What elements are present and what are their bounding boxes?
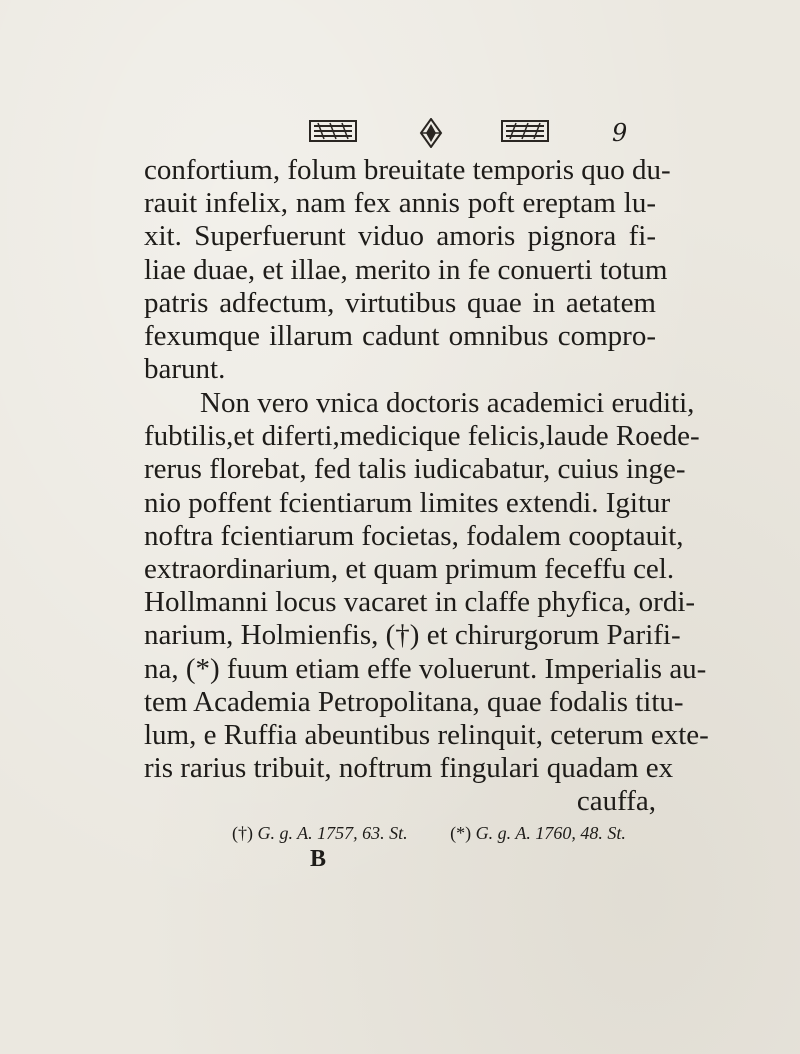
footnote-1 xyxy=(232,823,408,844)
text-line: patris adfectum, virtutibus quae in aetatem xyxy=(144,286,656,319)
text-line: tem Academia Petropolitana, quae fodalis titu- xyxy=(144,685,684,718)
text-line: Non vero vnica doctoris academici eruditi, xyxy=(200,387,695,419)
text-line: rauit infelix, nam fex annis poft ereptam lu- xyxy=(144,187,656,220)
footnote-2 xyxy=(450,823,626,844)
text-line: fexumque illarum cadunt omnibus compro- xyxy=(144,319,656,352)
footnotes xyxy=(232,823,664,844)
text-line: extraordinarium, et quam primum feceffu cel. xyxy=(144,552,675,585)
diamond-fleuron-icon xyxy=(419,118,443,148)
text-line: xit. Superfuerunt viduo amoris pignora fi- xyxy=(144,220,656,253)
signature-mark: B xyxy=(310,846,327,872)
footnote-mark: (*) xyxy=(450,823,472,843)
ornate-rule-left-icon xyxy=(308,118,358,144)
text-line: ris rarius tribuit, noftrum fingulari quadam ex xyxy=(144,752,674,785)
page-header xyxy=(300,118,600,148)
text-line: liae duae, et illae, merito in fe conuerti totum xyxy=(144,253,668,286)
footnote-mark: (†) xyxy=(232,823,253,843)
text-line: lum, e Ruffia abeuntibus relinquit, ceterum exte- xyxy=(144,718,709,751)
footnote-text: G. g. A. 1760, 48. St. xyxy=(475,823,626,843)
footnote-text: G. g. A. 1757, 63. St. xyxy=(257,823,408,843)
paragraph-2 xyxy=(144,387,709,818)
text-line: Hollmanni locus vacaret in claffe phyfica, ordi- xyxy=(144,586,696,619)
ornate-rule-right-icon xyxy=(500,118,550,144)
paragraph-1 xyxy=(144,154,671,386)
text-line: barunt. xyxy=(144,353,226,386)
text-line: rerus florebat, fed talis iudicabatur, cuius inge- xyxy=(144,453,686,486)
page-number: 9 xyxy=(612,119,628,147)
text-line: noftra fcientiarum focietas, fodalem cooptauit, xyxy=(144,519,684,552)
text-line: confortium, folum breuitate temporis quo du- xyxy=(144,154,671,186)
text-line: na, (*) fuum etiam effe voluerunt. Imperialis au- xyxy=(144,652,707,685)
text-line: narium, Holmienfis, (†) et chirurgorum Parifi- xyxy=(144,619,681,652)
text-line: nio poffent fcientiarum limites extendi. Igitur xyxy=(144,486,671,519)
catchword-line: cauffa, xyxy=(576,785,656,818)
text-line: fubtilis,et diferti,medicique felicis,laude Roede- xyxy=(144,420,700,453)
